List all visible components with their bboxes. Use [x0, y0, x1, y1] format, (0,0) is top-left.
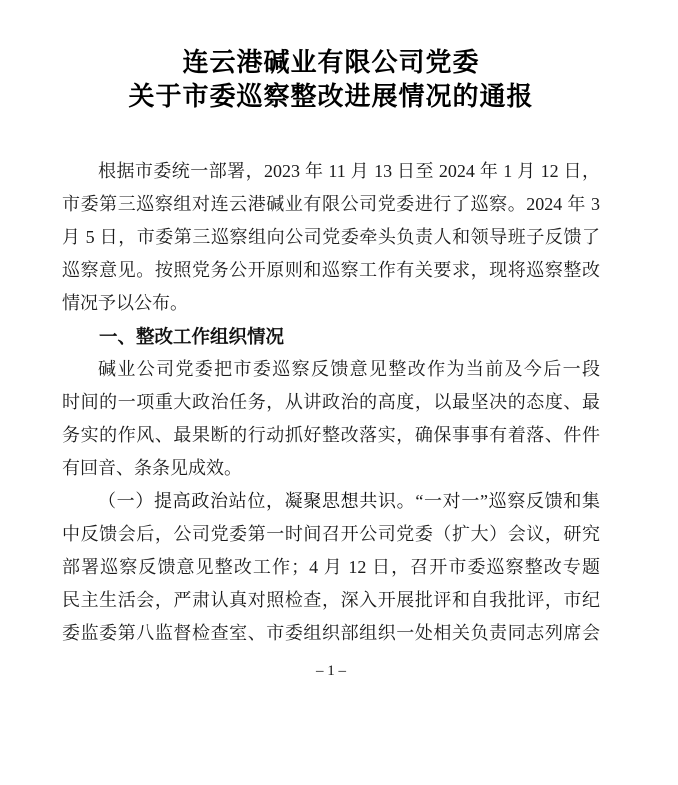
subsection-lead-rest: “一对一”巡察反馈和集 [415, 491, 600, 511]
title-line-2: 关于市委巡察整改进展情况的通报 [128, 82, 534, 111]
text-line: 民主生活会，严肃认真对照检查，深入开展批评和自我批评，市纪 [62, 590, 600, 610]
paragraph-intro [62, 155, 600, 320]
text-line: 巡察意见。按照党务公开原则和巡察工作有关要求，现将巡察整改 [62, 260, 600, 280]
text-line: 碱业公司党委把市委巡察反馈意见整改作为当前及今后一段 [98, 359, 600, 379]
paragraph-subsection-one [62, 485, 600, 650]
text-line: 市委第三巡察组对连云港碱业有限公司党委进行了巡察。2024 年 3 [62, 194, 600, 214]
section-heading: 一、整改工作组织情况 [99, 326, 285, 347]
title-line-1: 连云港碱业有限公司党委 [182, 48, 480, 77]
text-line: 时间的一项重大政治任务，从讲政治的高度，以最坚决的态度、最 [62, 392, 600, 412]
text-line: 中反馈会后，公司党委第一时间召开公司党委（扩大）会议，研究 [62, 524, 600, 544]
page-number: – 1 – [316, 663, 346, 679]
document-title [62, 46, 600, 114]
text-line: 月 5 日，市委第三巡察组向公司党委牵头负责人和领导班子反馈了 [62, 227, 600, 247]
document-body [62, 155, 600, 650]
text-line: 情况予以公布。 [62, 293, 188, 313]
text-line: 务实的作风、最果断的行动抓好整改落实，确保事事有着落、件件 [62, 425, 600, 445]
subsection-lead: （一）提高政治站位，凝聚思想共识。 [98, 491, 416, 511]
text-line: 委监委第八监督检查室、市委组织部组织一处相关负责同志列席会 [62, 623, 600, 643]
text-line: 部署巡察反馈意见整改工作；4 月 12 日，召开市委巡察整改专题 [62, 557, 600, 577]
text-line: 根据市委统一部署，2023 年 11 月 13 日至 2024 年 1 月 12 日， [98, 161, 600, 181]
text-line: 有回音、条条见成效。 [62, 458, 242, 478]
paragraph-organization [62, 353, 600, 485]
text-line [62, 485, 600, 518]
